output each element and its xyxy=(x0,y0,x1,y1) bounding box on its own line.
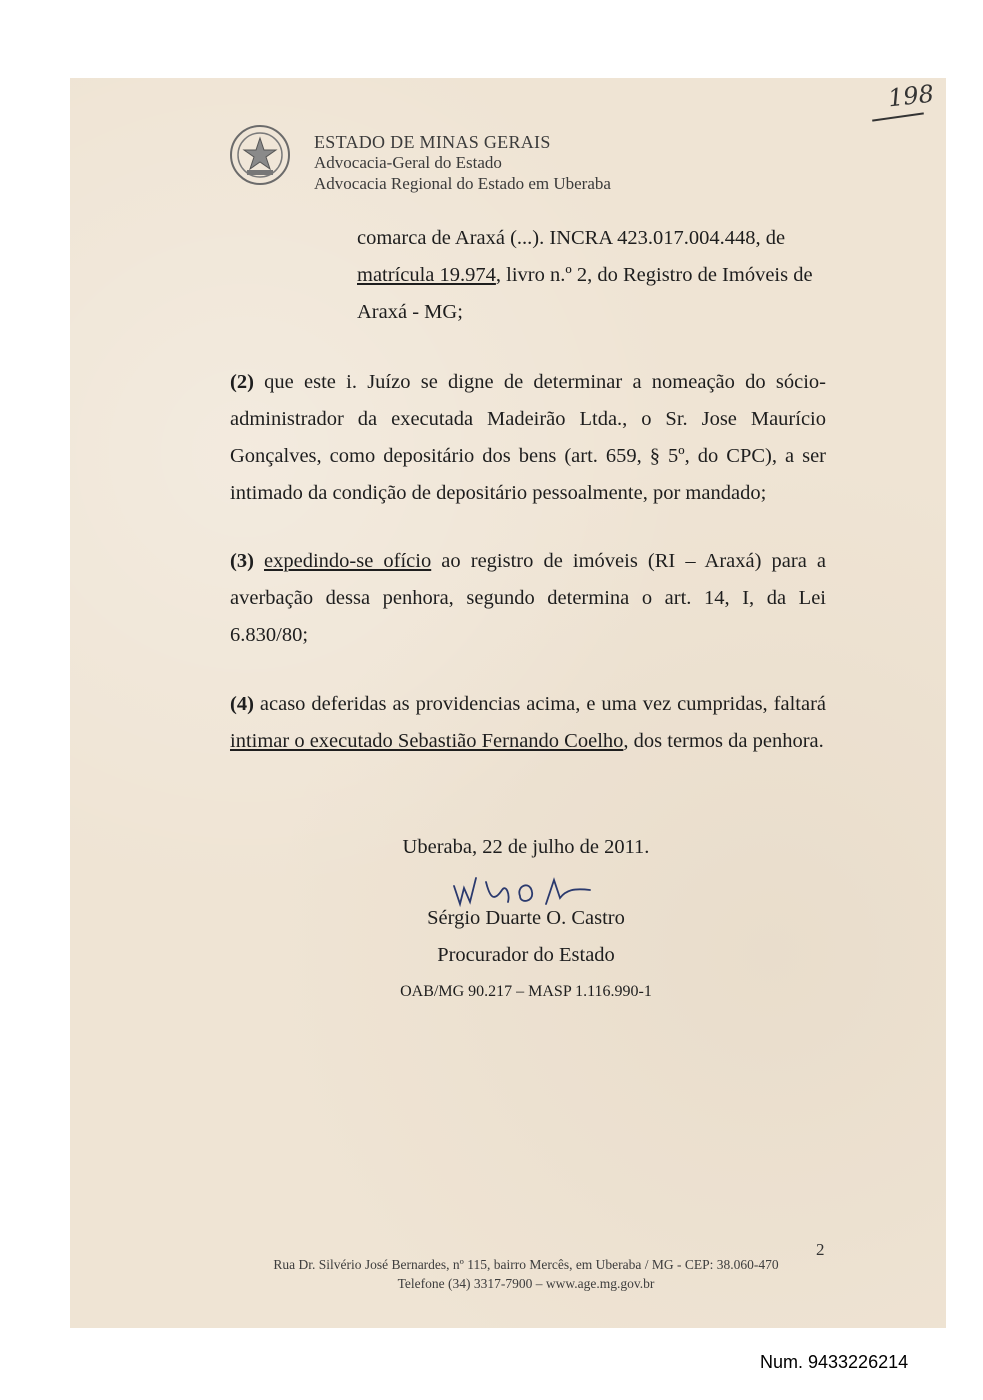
item-4-number: (4) xyxy=(230,693,254,715)
signer-name: Sérgio Duarte O. Castro xyxy=(427,907,625,929)
state-coat-of-arms-icon xyxy=(229,124,291,186)
continuation-line-3: Araxá - MG; xyxy=(357,301,463,323)
handwritten-page-number: 198 xyxy=(886,79,936,113)
signer-registration: OAB/MG 90.217 – MASP 1.116.990-1 xyxy=(400,983,652,1000)
footer-address: Rua Dr. Silvério José Bernardes, nº 115, bairro Mercês, em Uberaba / MG - CEP: 38.060-470 xyxy=(273,1257,779,1272)
item-3-paragraph xyxy=(230,543,826,654)
item-4-underlined: intimar o executado Sebastião Fernando Coelho xyxy=(230,730,624,752)
signer-role: Procurador do Estado xyxy=(437,944,615,966)
continuation-paragraph xyxy=(357,220,826,331)
header-office: Advocacia Regional do Estado em Uberaba xyxy=(314,174,611,193)
footer-contact: Telefone (34) 3317-7900 – www.age.mg.gov.br xyxy=(397,1276,655,1291)
continuation-line-2: matrícula 19.974, livro n.º 2, do Registro de Imóveis de xyxy=(357,264,813,286)
item-2-text: que este i. Juízo se digne de determinar a nomeação do sócio-administrador da executada Madeirão Ltda., o Sr. Jose Maurício Gonçalves, como depositário dos bens (art. 659, § 5º, do CPC), a ser intimado da condição de depositário pessoalmente, por mandado; xyxy=(230,371,826,504)
sheet-number: 2 xyxy=(816,1240,825,1259)
header-agency: Advocacia-Geral do Estado xyxy=(314,153,502,172)
item-3-underlined: expedindo-se ofício xyxy=(264,550,432,572)
item-2-paragraph xyxy=(230,364,826,512)
item-3-text: ao registro de imóveis (RI – Araxá) para a averbação dessa penhora, segundo determina o art. 14, I, da Lei 6.830/80; xyxy=(230,550,826,646)
signing-date: Uberaba, 22 de julho de 2011. xyxy=(402,836,650,858)
document-id: Num. 9433226214 xyxy=(760,1352,909,1372)
item-3-number: (3) xyxy=(230,550,254,572)
header-state: ESTADO DE MINAS GERAIS xyxy=(314,132,551,152)
continuation-line-1: comarca de Araxá (...). INCRA 423.017.004.448, de xyxy=(357,227,786,249)
item-2-number: (2) xyxy=(230,371,254,393)
registration-number: matrícula 19.974 xyxy=(357,264,496,286)
item-4-paragraph: (4) acaso deferidas as providencias acima, e uma vez cumpridas, faltará intimar o executado Sebastião Fernando Coelho, dos termos da penhora. xyxy=(230,693,826,752)
